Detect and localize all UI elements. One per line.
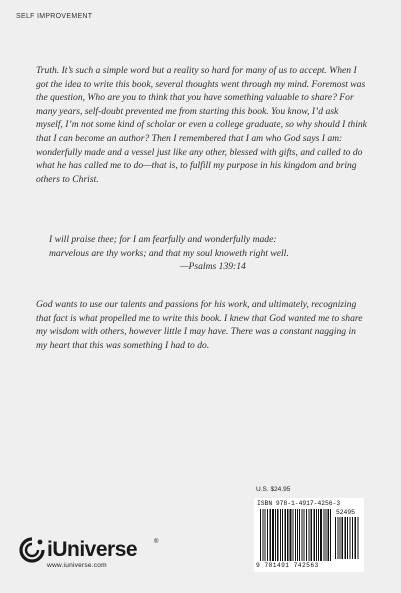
body-paragraph-1: Truth. It’s such a simple word but a reality so hard for many of us to accept. When I got the idea to write this book, several thoughts went through my mind. Foremost was the question, Who are you to think that you have something valuable to share? For many years, self-doubt prevented me from starting this book. You know, I’d ask myself, I’m not some kind of scholar or even a college graduate, so why should I think that I can become an author? Then I remembered that I am who God says I am: wonderfully made and a vessel just like any other, blessed with gifts, and called to do what he has called me to do—that is, to fulfill my purpose in his kingdom and bring others to Christ. xyxy=(36,65,367,185)
barcode-bar xyxy=(355,517,357,559)
body-paragraph-2: God wants to use our talents and passions for his work, and ultimately, recognizing that fact is what propelled me to write this book. I knew that God wanted me to share my wisdom with others, however little I may have. There was a constant nagging in my heart that this was something I had to do. xyxy=(36,299,363,351)
barcode-bar xyxy=(275,509,276,561)
barcode-bar xyxy=(326,509,327,561)
barcode-bar xyxy=(311,509,313,561)
barcode-bar xyxy=(270,509,272,561)
barcode-bar xyxy=(342,517,344,559)
barcode-bar xyxy=(316,509,317,561)
barcode-bar xyxy=(260,509,261,561)
barcode-bar xyxy=(338,517,339,559)
barcode-bar xyxy=(265,509,266,561)
barcode-bar xyxy=(328,509,330,561)
barcode-bar xyxy=(314,509,316,561)
barcode-bar xyxy=(297,509,298,561)
barcode-bar xyxy=(318,509,319,561)
ean-digits: 9 781491 742563 xyxy=(256,562,319,569)
barcode-bar xyxy=(309,509,310,561)
publisher-url[interactable]: www.iuniverse.com xyxy=(47,562,107,569)
barcode-bar xyxy=(320,509,322,561)
isbn-text: ISBN 978-1-4917-4256-3 xyxy=(257,500,341,507)
verse-line-1: I will praise thee; for I am fearfully and wonderfully made: xyxy=(49,234,277,245)
publisher-name: iUniverse xyxy=(47,538,138,561)
barcode-bar xyxy=(285,509,287,561)
barcode-bar xyxy=(324,509,325,561)
barcode-bar xyxy=(330,509,331,561)
barcode-bar xyxy=(295,509,296,561)
barcode-bar xyxy=(282,509,283,561)
barcode-bar xyxy=(280,509,281,561)
barcode-bar xyxy=(267,509,268,561)
barcode-addon-bars xyxy=(335,517,361,561)
barcode-bar xyxy=(277,509,279,561)
barcode-main-bars xyxy=(260,509,332,563)
barcode-bar xyxy=(352,517,353,559)
publisher-logo xyxy=(19,537,179,577)
barcode-bar xyxy=(287,509,289,561)
iuniverse-swirl-icon xyxy=(19,537,45,563)
category-label: SELF IMPROVEMENT xyxy=(16,13,93,20)
scripture-quote xyxy=(49,233,359,274)
barcode-bar xyxy=(263,509,264,561)
barcode-bar xyxy=(340,517,341,559)
registered-mark: ® xyxy=(154,539,159,545)
barcode-bar xyxy=(299,509,300,561)
barcode-bar xyxy=(293,509,294,561)
barcode-bar xyxy=(350,517,351,559)
barcode-bar xyxy=(358,517,359,559)
barcode-bar xyxy=(345,517,347,559)
barcode-bar xyxy=(335,517,336,559)
barcode-bar xyxy=(306,509,307,561)
barcode-addon-text: 52495 xyxy=(336,509,355,516)
barcode-bar xyxy=(304,509,305,561)
verse-reference: —Psalms 139:14 xyxy=(180,261,246,273)
barcode-bar xyxy=(272,509,274,561)
price-label: U.S. $24.95 xyxy=(256,486,291,493)
barcode-panel xyxy=(254,498,364,572)
barcode-bar xyxy=(302,509,303,561)
verse-line-2: marvelous are thy works; and that my soul knoweth right well. xyxy=(49,247,289,259)
barcode-bar xyxy=(347,517,348,559)
barcode-bar xyxy=(290,509,292,561)
